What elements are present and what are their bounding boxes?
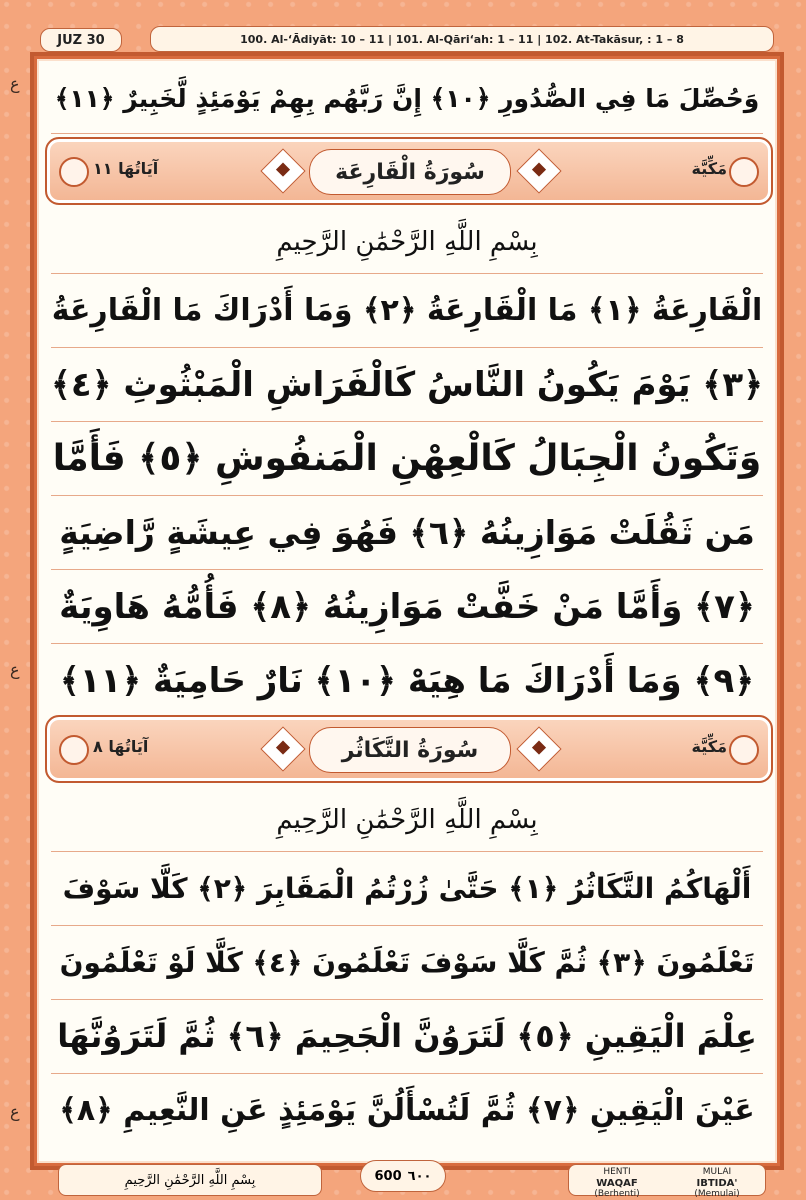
verse-line bbox=[37, 275, 777, 345]
surah-type: آيَاتُهَا ٨ bbox=[93, 737, 149, 756]
verse-text: الْقَارِعَةُ ﴿١﴾ مَا الْقَارِعَةُ ﴿٢﴾ وَمَا أَدْرَاكَ مَا الْقَارِعَةُ bbox=[51, 292, 763, 328]
legend-waqf-sub: (Berhenti) bbox=[594, 1189, 640, 1199]
footer-basmala-text: بِسْمِ اللَّهِ الرَّحْمَٰنِ الرَّحِيمِ bbox=[124, 1172, 256, 1188]
line-divider bbox=[51, 1073, 763, 1074]
line-divider bbox=[51, 569, 763, 570]
legend-ibtida-sub: (Memulai) bbox=[694, 1189, 740, 1199]
ornament-circle-icon bbox=[59, 157, 89, 187]
basmala-line bbox=[37, 207, 777, 277]
basmala-line bbox=[37, 785, 777, 855]
ornament-circle-icon bbox=[59, 735, 89, 765]
line-divider bbox=[51, 643, 763, 644]
surah-verse-count: مَكِّيَّة bbox=[691, 737, 727, 756]
ornament-star-icon bbox=[516, 726, 561, 771]
verse-text: مَن ثَقُلَتْ مَوَازِينُهُ ﴿٦﴾ فَهُوَ فِي عِيشَةٍ رَّاضِيَةٍ bbox=[59, 512, 755, 552]
line-divider bbox=[51, 133, 763, 134]
verse-text: ﴿٣﴾ يَوْمَ يَكُونُ النَّاسُ كَالْفَرَاشِ الْمَبْثُوثِ ﴿٤﴾ bbox=[50, 364, 764, 405]
surah-type: آيَاتُهَا ١١ bbox=[93, 159, 159, 178]
surah-verse-count: مَكِّيَّة bbox=[691, 159, 727, 178]
line-divider bbox=[51, 851, 763, 852]
surah-banner-al-qariah bbox=[45, 137, 773, 205]
line-divider bbox=[51, 999, 763, 1000]
verse-line bbox=[37, 423, 777, 493]
page-number bbox=[360, 1160, 446, 1192]
line-divider bbox=[51, 495, 763, 496]
verse-line bbox=[37, 927, 777, 997]
legend-ibtida-word: IBTIDA' bbox=[696, 1178, 738, 1189]
surah-banner-at-takathur bbox=[45, 715, 773, 783]
basmala-text: بِسْمِ اللَّهِ الرَّحْمَٰنِ الرَّحِيمِ bbox=[276, 805, 538, 835]
page-number-arabic: ٦٠٠ bbox=[407, 1168, 432, 1184]
verse-line bbox=[37, 853, 777, 923]
ornament-circle-icon bbox=[729, 157, 759, 187]
juz-label: JUZ 30 bbox=[40, 28, 122, 52]
ornament-circle-icon bbox=[729, 735, 759, 765]
verse-line bbox=[37, 1075, 777, 1145]
ruku-mark: ع bbox=[10, 660, 20, 679]
line-divider bbox=[51, 925, 763, 926]
waqf-legend bbox=[568, 1164, 766, 1199]
legend-waqf bbox=[577, 1167, 657, 1200]
ruku-mark: ع bbox=[10, 74, 20, 93]
verse-line bbox=[37, 63, 777, 133]
verse-text: ﴿٩﴾ وَمَا أَدْرَاكَ مَا هِيَهْ ﴿١٠﴾ نَارٌ حَامِيَةٌ ﴿١١﴾ bbox=[59, 660, 755, 701]
ornament-star-icon bbox=[516, 148, 561, 193]
verse-line bbox=[37, 571, 777, 641]
footer-basmala bbox=[58, 1164, 322, 1196]
verse-text: وَتَكُونُ الْجِبَالُ كَالْعِهْنِ الْمَنفُوشِ ﴿٥﴾ فَأَمَّا bbox=[52, 437, 762, 479]
ornament-star-icon bbox=[260, 148, 305, 193]
surah-name: سُورَةُ التَّكَاثُر bbox=[309, 727, 511, 773]
verse-text: عَيْنَ الْيَقِينِ ﴿٧﴾ ثُمَّ لَتُسْأَلُنَّ يَوْمَئِذٍ عَنِ النَّعِيمِ ﴿٨﴾ bbox=[59, 1092, 755, 1128]
page-number-latin: 600 bbox=[374, 1168, 402, 1184]
verse-line bbox=[37, 349, 777, 419]
verse-line bbox=[37, 645, 777, 715]
surah-range-header: 100. Al-‘Ādiyāt: 10 – 11 | 101. Al-Qāri‘ah: 1 – 11 | 102. At-Takāsur, : 1 – 8 bbox=[150, 26, 774, 52]
legend-waqf-title: HENTI bbox=[603, 1167, 631, 1177]
verse-text: أَلْهَاكُمُ التَّكَاثُرُ ﴿١﴾ حَتَّىٰ زُرْتُمُ الْمَقَابِرَ ﴿٢﴾ كَلَّا سَوْفَ bbox=[62, 871, 752, 905]
ornament-star-icon bbox=[260, 726, 305, 771]
verse-text: عِلْمَ الْيَقِينِ ﴿٥﴾ لَتَرَوُنَّ الْجَحِيمَ ﴿٦﴾ ثُمَّ لَتَرَوُنَّهَا bbox=[57, 1017, 757, 1055]
verse-text: تَعْلَمُونَ ﴿٣﴾ ثُمَّ كَلَّا سَوْفَ تَعْلَمُونَ ﴿٤﴾ كَلَّا لَوْ تَعْلَمُونَ bbox=[59, 945, 755, 979]
line-divider bbox=[51, 347, 763, 348]
verse-text: ﴿٧﴾ وَأَمَّا مَنْ خَفَّتْ مَوَازِينُهُ ﴿٨﴾ فَأُمُّهُ هَاوِيَةٌ bbox=[59, 586, 755, 627]
legend-ibtida-title: MULAI bbox=[702, 1167, 732, 1177]
legend-waqf-word: WAQAF bbox=[596, 1178, 638, 1189]
line-divider bbox=[51, 273, 763, 274]
line-divider bbox=[51, 421, 763, 422]
page-frame bbox=[34, 56, 780, 1166]
verse-line bbox=[37, 497, 777, 567]
verse-text: وَحُصِّلَ مَا فِي الصُّدُورِ ﴿١٠﴾ إِنَّ رَبَّهُم بِهِمْ يَوْمَئِذٍ لَّخَبِيرٌ ﴿١١﴾ bbox=[54, 83, 760, 113]
surah-name: سُورَةُ الْقَارِعَة bbox=[309, 149, 511, 195]
verse-line bbox=[37, 1001, 777, 1071]
ruku-mark: ع bbox=[10, 1102, 20, 1121]
legend-ibtida bbox=[677, 1167, 757, 1200]
basmala-text: بِسْمِ اللَّهِ الرَّحْمَٰنِ الرَّحِيمِ bbox=[276, 227, 538, 257]
